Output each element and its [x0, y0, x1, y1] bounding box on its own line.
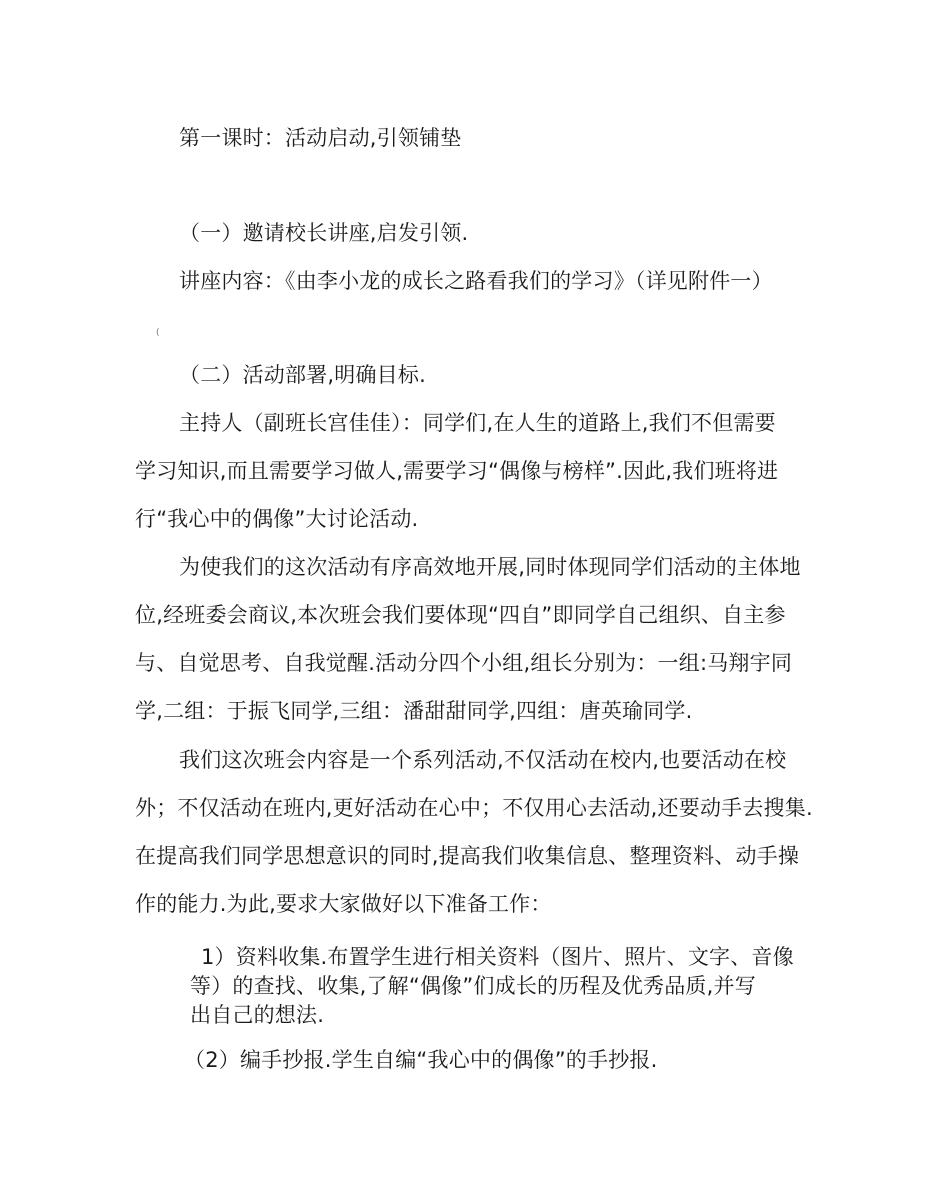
- prep-item-1-line: 等）的查找、收集,了解“偶像”们成长的历程及优秀品质,并写: [190, 974, 756, 998]
- lesson-title: 第一课时：活动启动,引领铺垫: [179, 126, 462, 150]
- section-1-heading: （一）邀请校长讲座,启发引领.: [179, 221, 469, 245]
- stray-mark: (: [156, 328, 160, 338]
- prep-item-2: （2）编手抄报.学生自编“我心中的偶像”的手抄报.: [184, 1048, 658, 1072]
- section-2-heading: （二）活动部署,明确目标.: [179, 363, 426, 387]
- paragraph-1-line: 主持人（副班长宫佳佳）：同学们,在人生的道路上,我们不但需要: [179, 411, 776, 435]
- paragraph-2-line: 为使我们的这次活动有序高效地开展,同时体现同学们活动的主体地: [179, 555, 801, 579]
- prep-item-1-line: 1）资料收集.布置学生进行相关资料（图片、照片、文字、音像: [201, 945, 794, 969]
- paragraph-3-line: 作的能力.为此,要求大家做好以下准备工作：: [135, 892, 552, 916]
- paragraph-1-line: 行“我心中的偶像”大讨论活动.: [135, 507, 419, 531]
- paragraph-3-line: 外；不仅活动在班内,更好活动在心中；不仅用心去活动,还要动手去搜集.: [135, 796, 813, 820]
- paragraph-1-line: 学习知识,而且需要学习做人,需要学习“偶像与榜样”.因此,我们班将进: [135, 459, 779, 483]
- paragraph-2-line: 学,二组：于振飞同学,三组：潘甜甜同学,四组：唐英瑜同学.: [135, 699, 693, 723]
- paragraph-3-line: 我们这次班会内容是一个系列活动,不仅活动在校内,也要活动在校: [179, 748, 787, 772]
- prep-item-1-line: 出自己的想法.: [190, 1003, 325, 1027]
- paragraph-2-line: 与、自觉思考、自我觉醒.活动分四个小组,组长分别为：一组:马翔宇同: [135, 651, 793, 675]
- lecture-content: 讲座内容：《由李小龙的成长之路看我们的学习》（详见附件一）: [179, 269, 773, 293]
- paragraph-2-line: 位,经班委会商议,本次班会我们要体现“四自”即同学自己组织、自主参: [135, 603, 786, 627]
- paragraph-3-line: 在提高我们同学思想意识的同时,提高我们收集信息、整理资料、动手操: [135, 844, 800, 868]
